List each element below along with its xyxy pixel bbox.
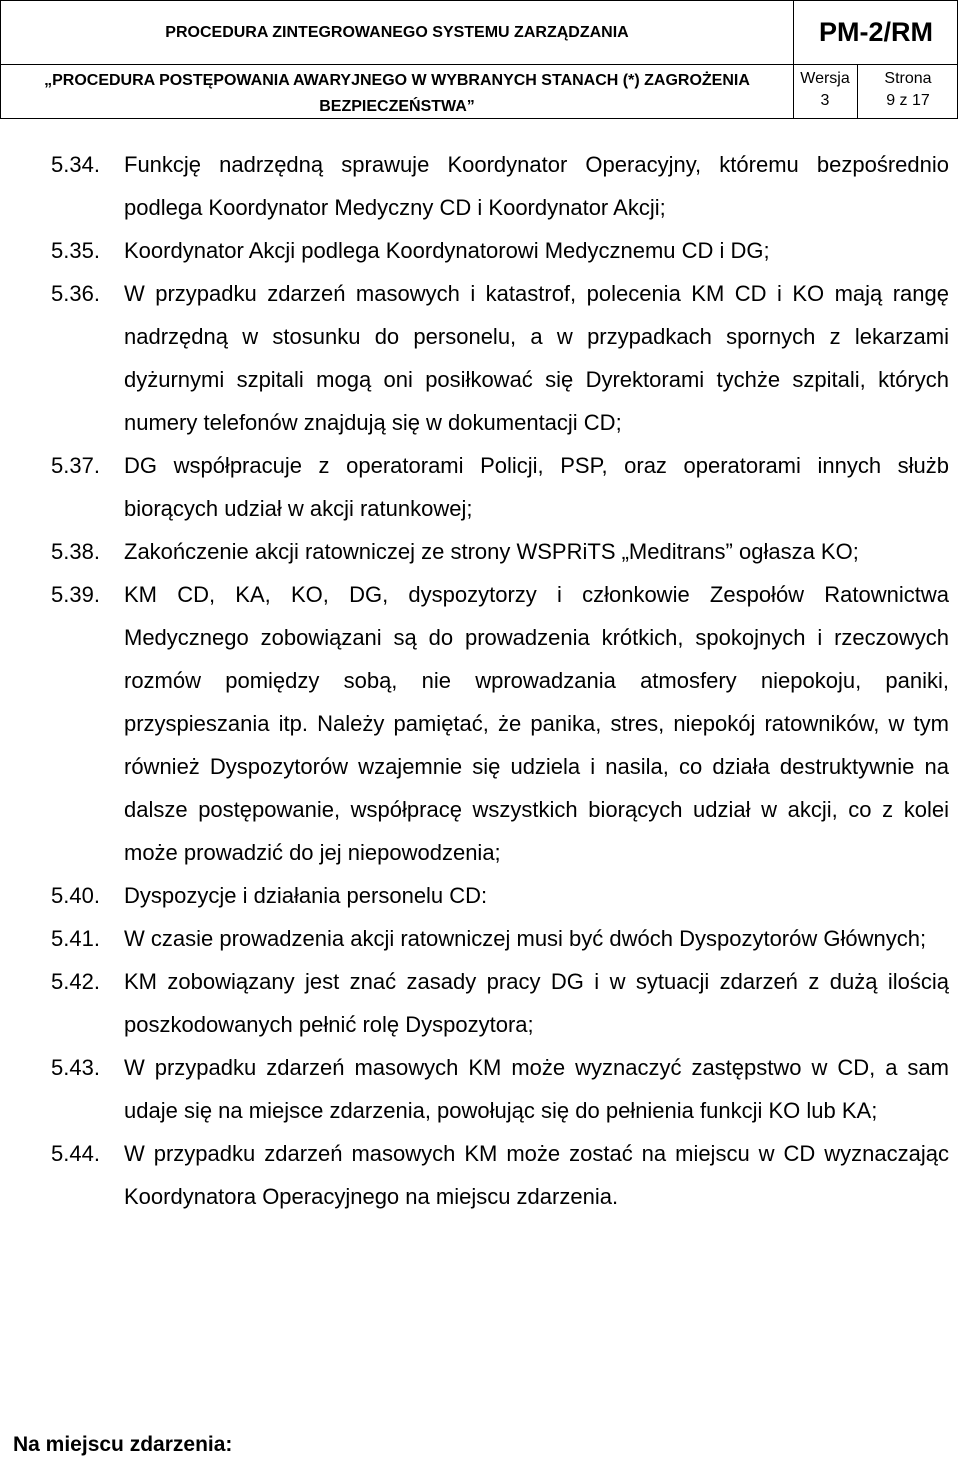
- item-number: 5.40.: [51, 883, 100, 908]
- item-text: W czasie prowadzenia akcji ratowniczej musi być dwóch Dyspozytorów Głównych;: [124, 926, 927, 951]
- version-label: Wersja: [800, 70, 850, 87]
- list-item: [51, 1046, 949, 1132]
- list-item: [51, 272, 949, 444]
- version-value: 3: [820, 92, 830, 109]
- item-text: W przypadku zdarzeń masowych i katastrof, polecenia KM CD i KO mają rangę nadrzędną w stosunku do personelu, a w przypadkach spornych z lekarzami dyżurnymi szpitali mogą oni posiłkować się Dyrektorami tychże szpitali, których numery telefonów znajdują się w dokumentacji CD;: [124, 281, 949, 435]
- list-item: [51, 1132, 949, 1218]
- item-text: KM CD, KA, KO, DG, dyspozytorzy i członkowie Zespołów Ratownictwa Medycznego zobowiązani są do prowadzenia krótkich, spokojnych i rzeczowych rozmów pomiędzy sobą, nie wprowadzania atmosfery niepokoju, paniki, przyspieszania itp. Należy pamiętać, że panika, stres, niepokój ratowników, w tym również Dyspozytorów wzajemnie się udziela i nasila, co działa destruktywnie na dalsze postępowanie, współpracę wszystkich biorących udział w akcji, co z kolei może prowadzić do jej niepowodzenia;: [124, 582, 949, 865]
- document-header: [0, 0, 958, 119]
- section-heading: Na miejscu zdarzenia:: [13, 1433, 233, 1456]
- item-text: W przypadku zdarzeń masowych KM może wyznaczyć zastępstwo w CD, a sam udaje się na miejsce zdarzenia, powołując się do pełnienia funkcji KO lub KA;: [124, 1055, 949, 1123]
- list-item: [51, 143, 949, 229]
- list-item: [51, 874, 949, 917]
- list-item: [51, 917, 949, 960]
- item-number: 5.36.: [51, 281, 100, 306]
- item-number: 5.37.: [51, 453, 100, 478]
- list-item: [51, 960, 949, 1046]
- item-number: 5.34.: [51, 152, 100, 177]
- procedure-items-list: [51, 143, 949, 1218]
- item-text: KM zobowiązany jest znać zasady pracy DG i w sytuacji zdarzeń z dużą ilością poszkodowanych pełnić rolę Dyspozytora;: [124, 969, 949, 1037]
- list-item: [51, 444, 949, 530]
- item-number: 5.39.: [51, 582, 100, 607]
- item-number: 5.42.: [51, 969, 100, 994]
- item-number: 5.43.: [51, 1055, 100, 1080]
- item-text: Funkcję nadrzędną sprawuje Koordynator Operacyjny, któremu bezpośrednio podlega Koordynator Medyczny CD i Koordynator Akcji;: [124, 152, 949, 220]
- item-number: 5.41.: [51, 926, 100, 951]
- header-title-line2: „PROCEDURA POSTĘPOWANIA AWARYJNEGO W WYBRANYCH STANACH (*) ZAGROŻENIA BEZPIECZEŃSTWA”: [44, 72, 750, 115]
- header-title-line1: PROCEDURA ZINTEGROWANEGO SYSTEMU ZARZĄDZANIA: [165, 24, 629, 41]
- item-number: 5.38.: [51, 539, 100, 564]
- list-item: [51, 573, 949, 874]
- document-code: PM-2/RM: [819, 17, 933, 47]
- page-value: 9 z 17: [886, 92, 930, 109]
- item-text: W przypadku zdarzeń masowych KM może zostać na miejscu w CD wyznaczając Koordynatora Operacyjnego na miejscu zdarzenia.: [124, 1141, 949, 1209]
- page-label: Strona: [884, 70, 932, 87]
- list-item: [51, 229, 949, 272]
- item-text: Zakończenie akcji ratowniczej ze strony WSPRiTS „Meditrans” ogłasza KO;: [124, 539, 859, 564]
- item-text: DG współpracuje z operatorami Policji, PSP, oraz operatorami innych służb biorących udział w akcji ratunkowej;: [124, 453, 949, 521]
- item-text: Dyspozycje i działania personelu CD:: [124, 883, 488, 908]
- list-item: [51, 530, 949, 573]
- item-number: 5.35.: [51, 238, 100, 263]
- item-text: Koordynator Akcji podlega Koordynatorowi Medycznemu CD i DG;: [124, 238, 770, 263]
- item-number: 5.44.: [51, 1141, 100, 1166]
